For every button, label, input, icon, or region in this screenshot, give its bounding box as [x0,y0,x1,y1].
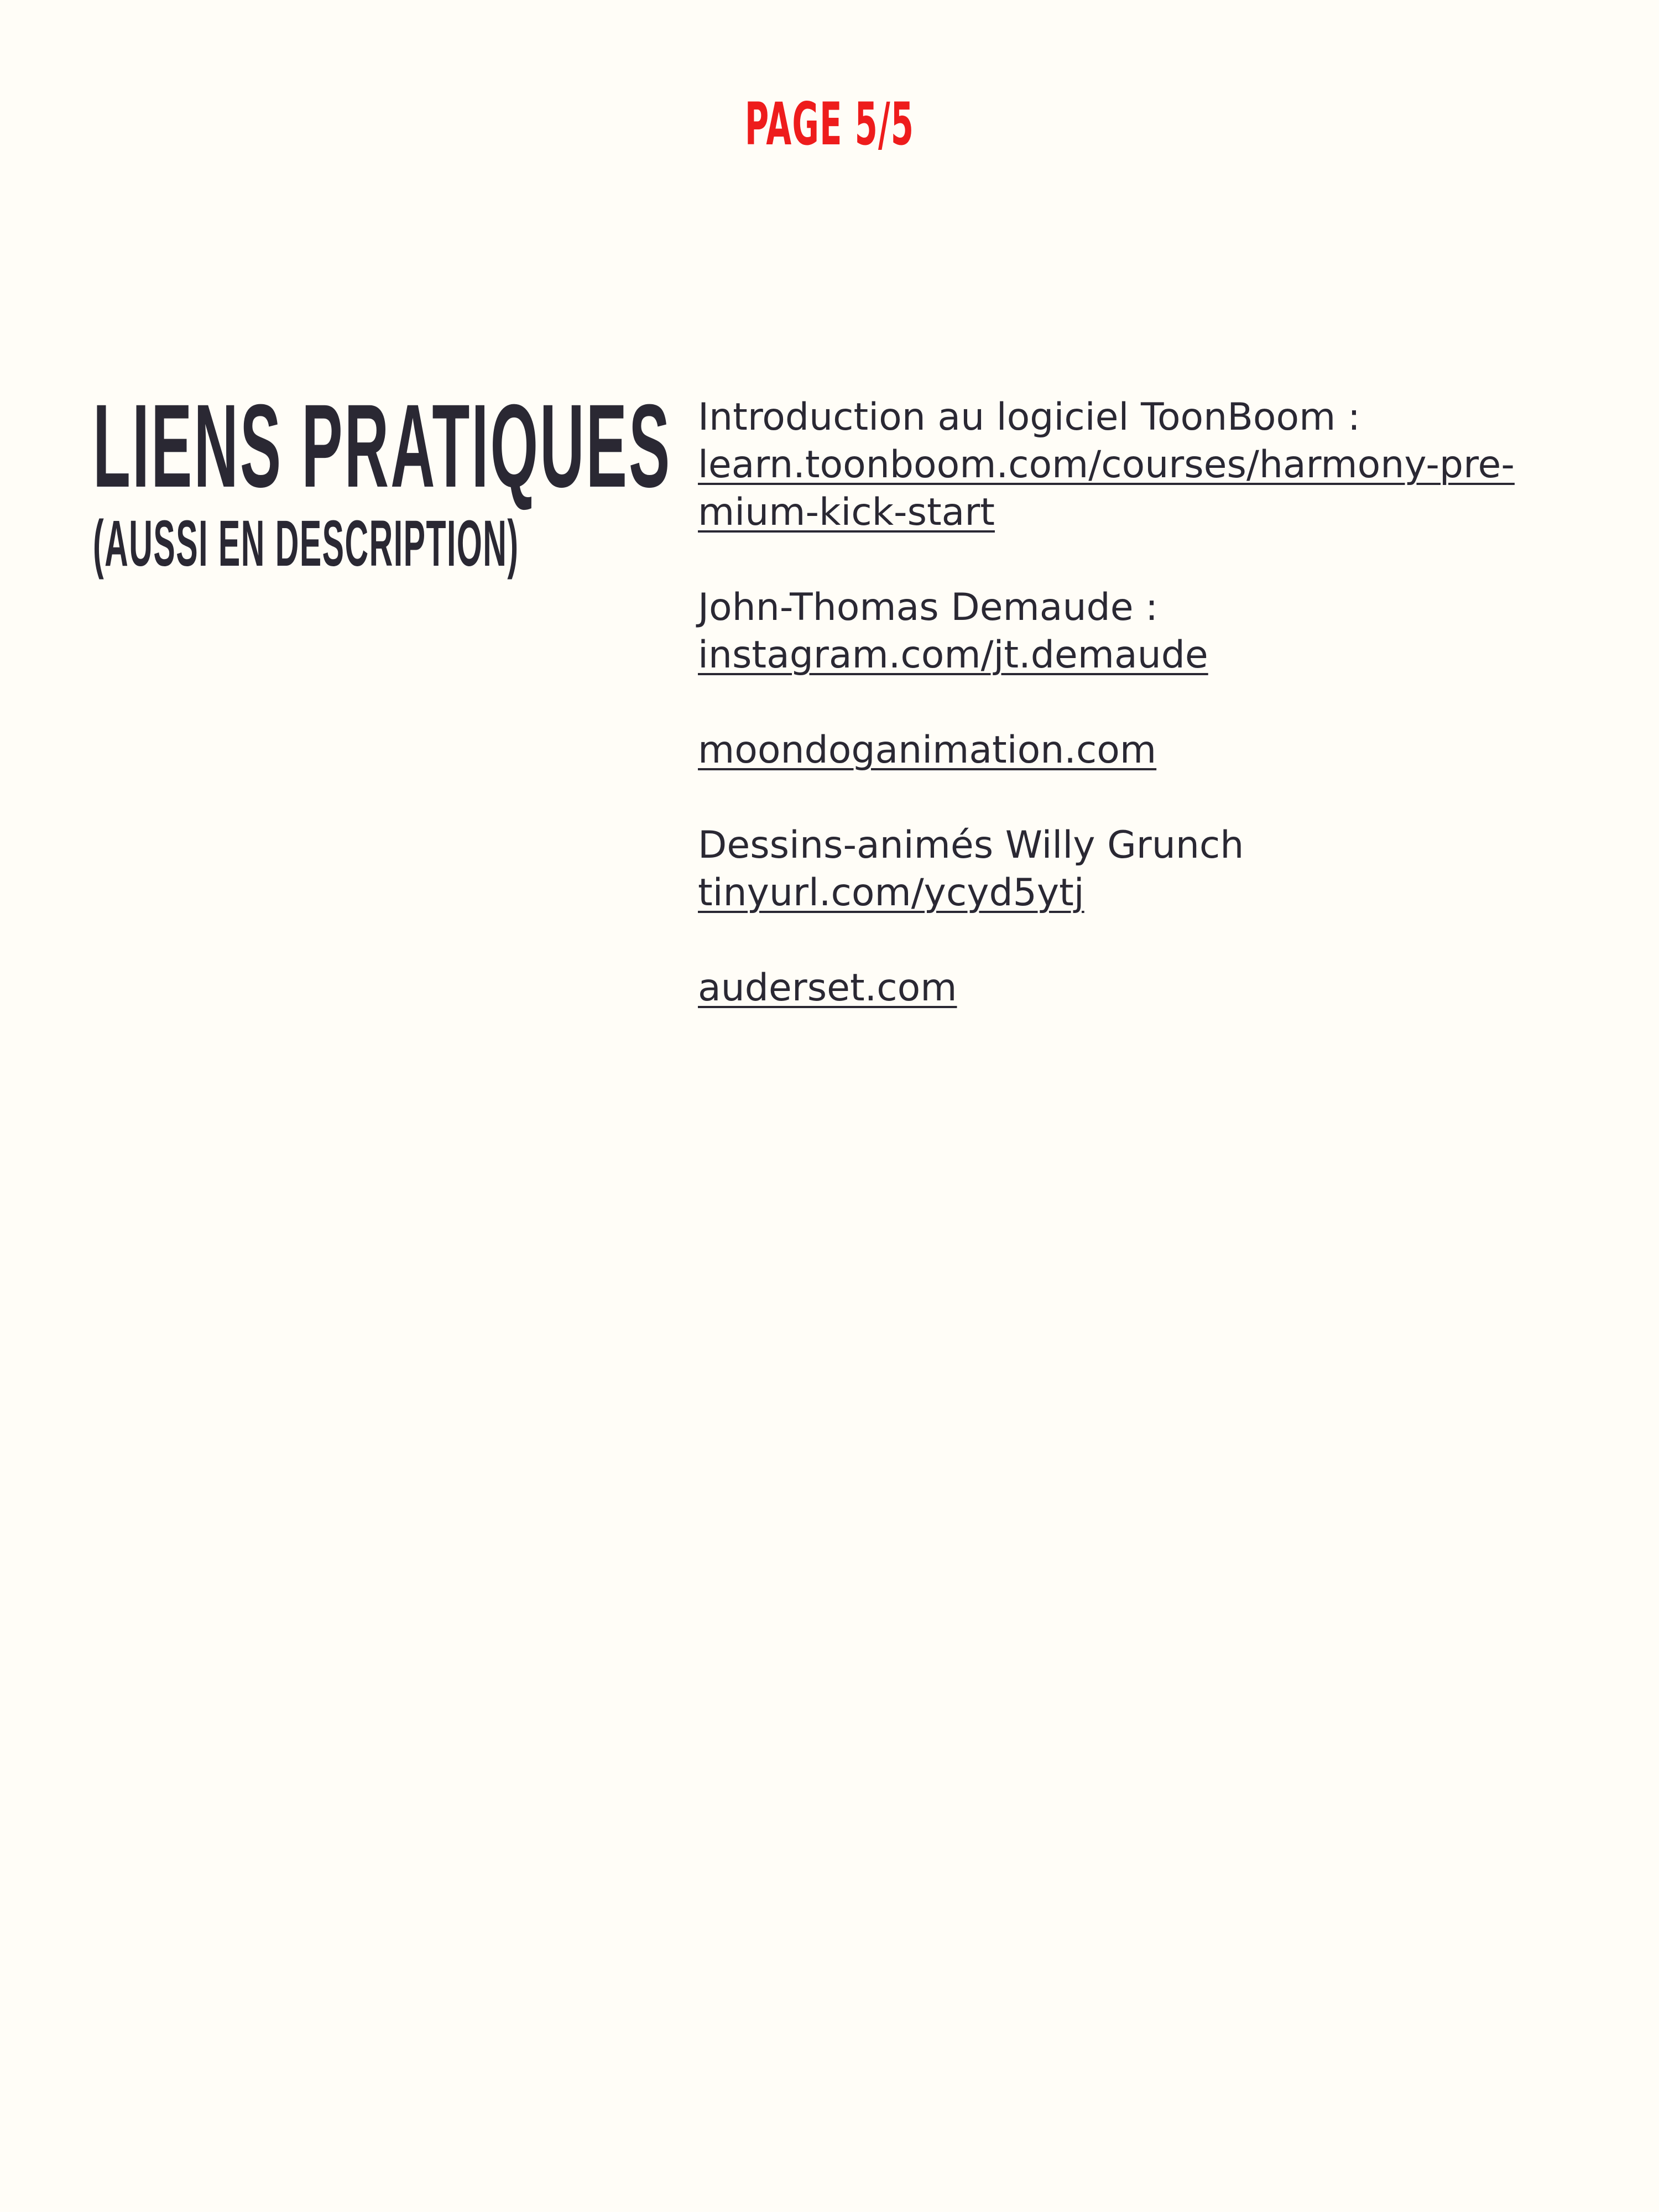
link-url-tinyurl[interactable]: tinyurl.com/ycyd5ytj [698,871,1084,915]
link-entry-instagram [698,584,1561,679]
link-label: John-Thomas Demaude : [698,586,1159,629]
link-entry-moondog [698,727,1561,774]
link-url-line[interactable]: mium-kick-start [698,491,995,534]
link-url-toonboom[interactable] [698,441,1561,536]
link-url-auderset[interactable]: auderset.com [698,966,957,1010]
heading-block [93,380,701,580]
page-title: LIENS PRATIQUES [93,380,672,512]
link-url-instagram[interactable]: instagram.com/jt.demaude [698,633,1208,677]
link-url-line[interactable]: learn.toonboom.com/courses/harmony-pre- [698,443,1515,487]
link-url-moondog[interactable]: moondoganimation.com [698,728,1157,772]
page-indicator: PAGE 5/5 [744,90,915,158]
link-entry-willy-grunch [698,822,1561,917]
page-subtitle: (AUSSI EN DESCRIPTION) [93,507,519,580]
link-label: Dessins-animés Willy Grunch [698,823,1244,867]
link-entry-auderset [698,964,1561,1012]
link-entry-toonboom [698,394,1561,536]
links-list [698,394,1561,1060]
link-label: Introduction au logiciel ToonBoom : [698,395,1360,439]
